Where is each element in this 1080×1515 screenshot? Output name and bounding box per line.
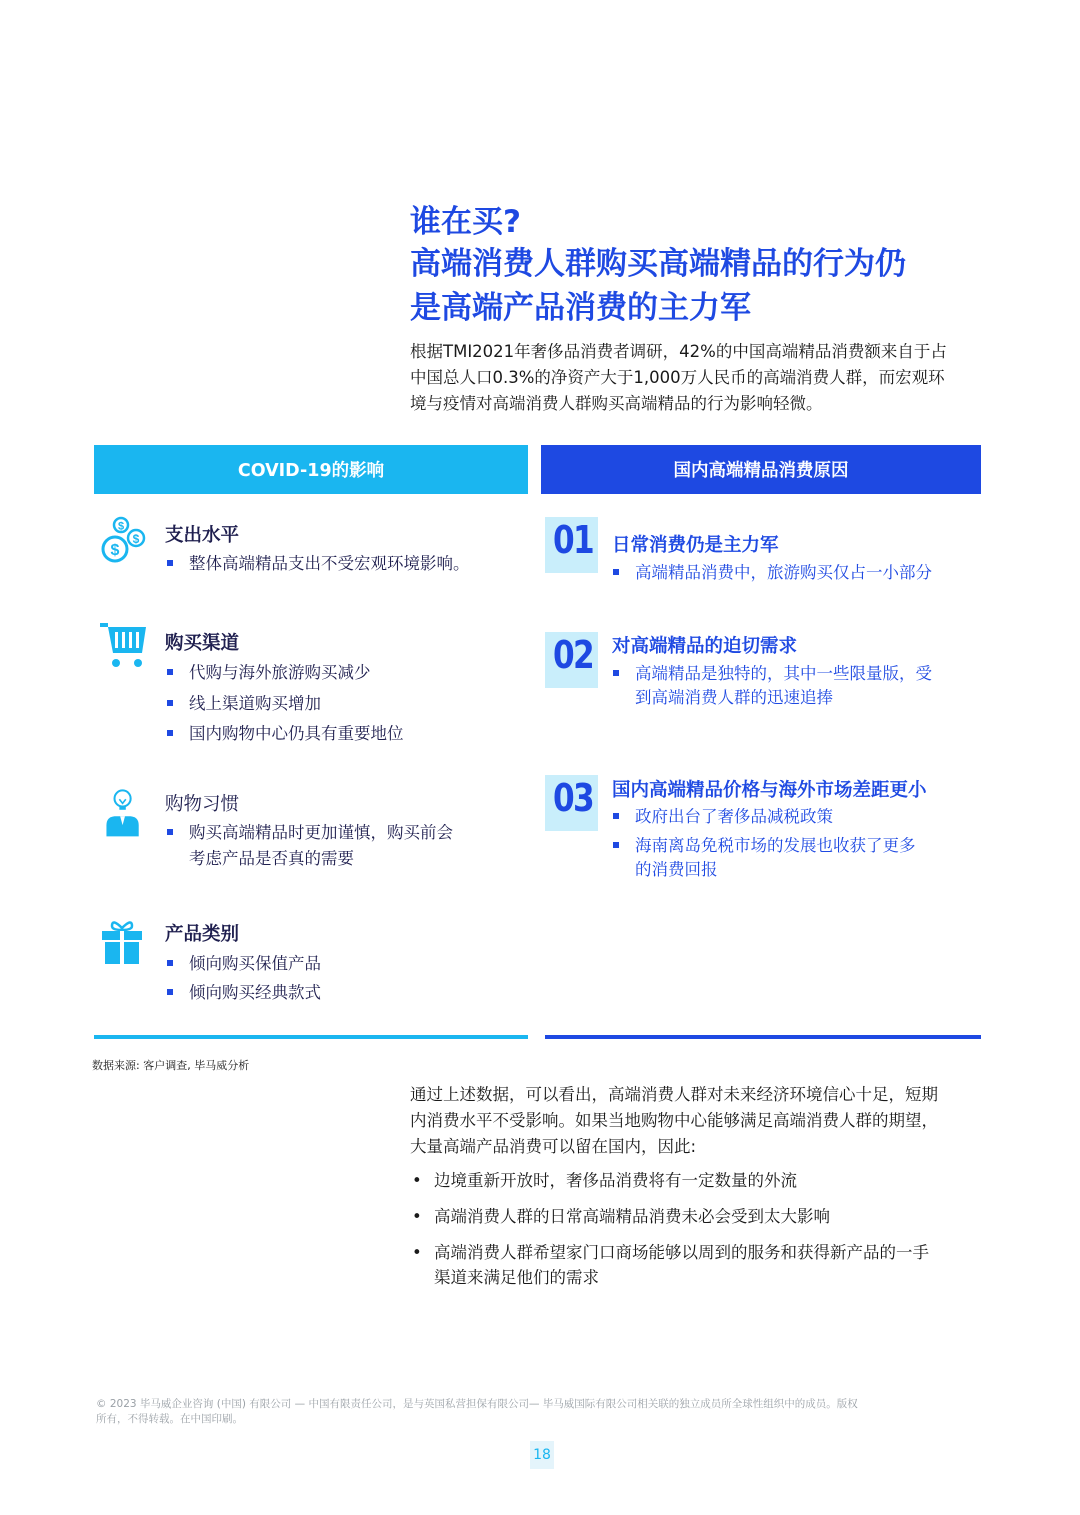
reason-bullet-continuation: 到高端消费人群的迅速追捧 <box>635 688 833 707</box>
gift-icon <box>100 918 150 968</box>
category-title: 支出水平 <box>165 525 240 546</box>
money-coins-icon <box>100 516 150 566</box>
lightbulb-person-icon <box>100 788 150 838</box>
domestic-reasons-header: 国内高端精品消费原因 <box>541 445 981 494</box>
copyright-footer: © 2023 毕马威企业咨询 (中国) 有限公司 — 中国有限责任公司，是与英国私营担保有限公司— 毕马威国际有限公司相关联的独立成员所全球性组织中的成员。版权 所有，不得转载。在中国印刷。 <box>96 1398 858 1425</box>
svg-text:$: $ <box>117 520 125 533</box>
category-bullet: 国内购物中心仍具有重要地位 <box>167 721 404 746</box>
conclusion-bullet: • 高端消费人群希望家门口商场能够以周到的服务和获得新产品的一手 <box>412 1243 929 1262</box>
category-bullet: 倾向购买保值产品 <box>167 951 321 976</box>
reason-number: 03 <box>553 776 594 820</box>
right-divider <box>545 1035 981 1039</box>
svg-text:$: $ <box>110 542 120 559</box>
category-title: 产品类别 <box>165 924 240 945</box>
svg-text:$: $ <box>132 532 140 546</box>
reason-number: 02 <box>553 633 594 677</box>
reason-bullet: 海南离岛免税市场的发展也收获了更多 <box>613 834 916 858</box>
conclusion-bullet-continuation: 渠道来满足他们的需求 <box>434 1268 599 1287</box>
category-bullet: 购买高端精品时更加谨慎，购买前会 <box>167 820 453 845</box>
reason-title: 对高端精品的迫切需求 <box>612 636 798 657</box>
shopping-cart-icon <box>100 621 150 671</box>
reason-bullet: 高端精品是独特的，其中一些限量版，受 <box>613 662 932 686</box>
data-source-note: 数据来源: 客户调查, 毕马威分析 <box>92 1059 250 1072</box>
conclusion-bullet: • 边境重新开放时，奢侈品消费将有一定数量的外流 <box>412 1171 797 1190</box>
section-question: 谁在买? <box>410 204 521 240</box>
reason-bullet: 政府出台了奢侈品减税政策 <box>613 805 833 829</box>
covid-impact-header: COVID-19的影响 <box>94 445 528 494</box>
intro-paragraph: 根据TMI2021年奢侈品消费者调研，42%的中国高端精品消费额来自于占 中国总人口0.3%的净资产大于1,000万人民币的高端消费人群，而宏观环 境与疫情对高端消费人群购买高端精品的行为影响轻微。 <box>410 342 947 413</box>
category-bullet: 整体高端精品支出不受宏观环境影响。 <box>167 551 470 576</box>
category-bullet: 代购与海外旅游购买减少 <box>167 660 371 685</box>
page-number: 18 <box>530 1441 554 1469</box>
category-bullet: 倾向购买经典款式 <box>167 980 321 1005</box>
page-title: 高端消费人群购买高端精品的行为仍 是高端产品消费的主力军 <box>410 246 906 326</box>
conclusion-bullet: • 高端消费人群的日常高端精品消费未必会受到太大影响 <box>412 1207 830 1226</box>
reason-title: 国内高端精品价格与海外市场差距更小 <box>612 780 927 801</box>
category-bullet: 线上渠道购买增加 <box>167 691 321 716</box>
reason-title: 日常消费仍是主力军 <box>612 535 779 556</box>
category-title: 购买渠道 <box>165 633 240 654</box>
conclusion-paragraph: 通过上述数据，可以看出，高端消费人群对未来经济环境信心十足，短期 内消费水平不受影响。如果当地购物中心能够满足高端消费人群的期望， 大量高端产品消费可以留在国内，因此: <box>410 1085 938 1156</box>
reason-bullet-continuation: 的消费回报 <box>635 860 718 879</box>
reason-number: 01 <box>553 518 594 562</box>
left-divider <box>94 1035 528 1039</box>
reason-bullet: 高端精品消费中，旅游购买仅占一小部分 <box>613 561 932 585</box>
category-bullet-continuation: 考虑产品是否真的需要 <box>189 849 354 868</box>
category-title: 购物习惯 <box>165 794 240 815</box>
